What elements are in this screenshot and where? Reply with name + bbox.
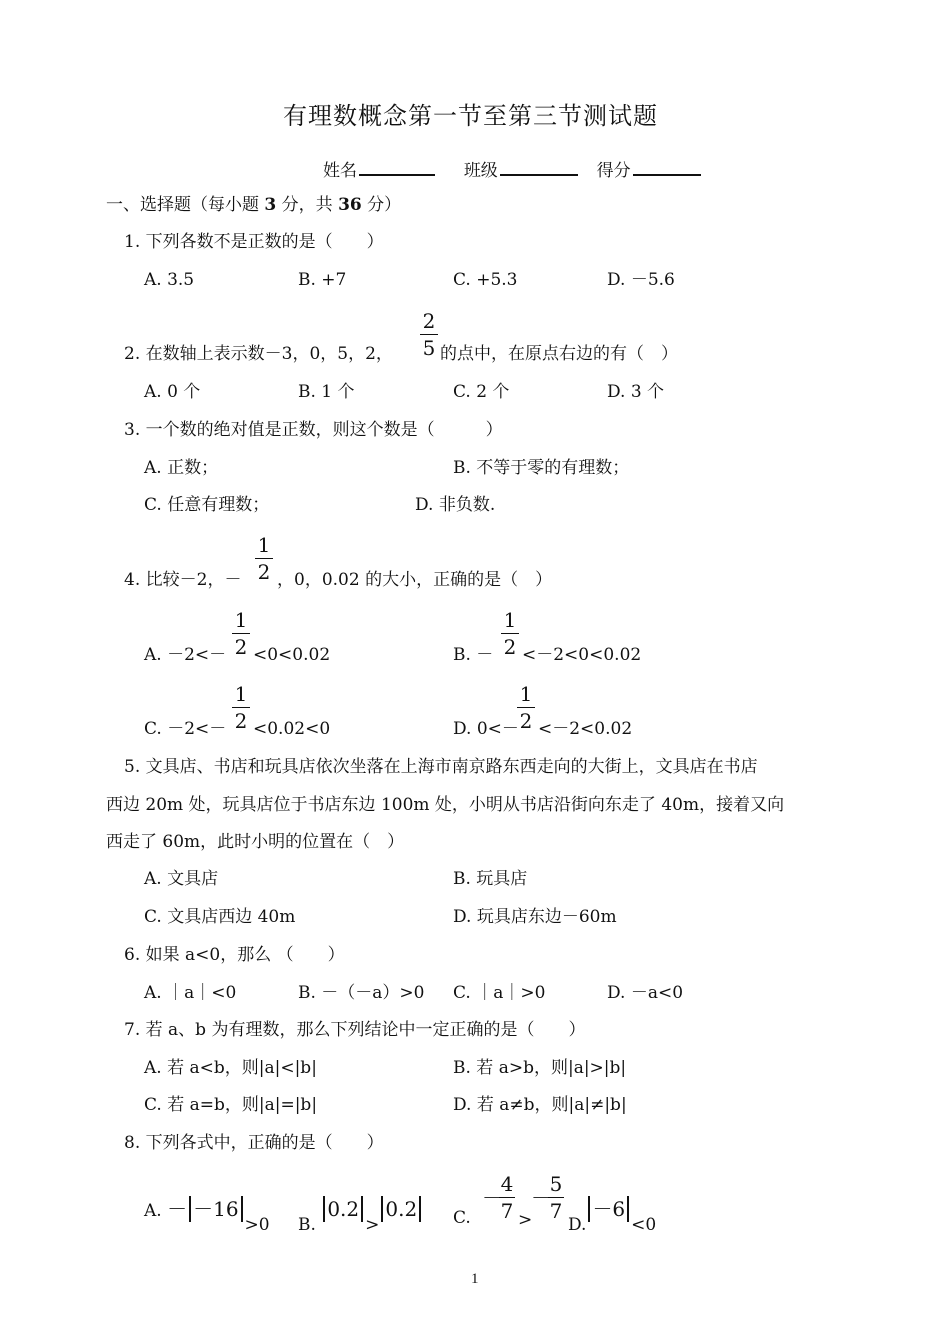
- q5-stem-line1: 5. 文具店、书店和玩具店依次坐落在上海市南京路东西走向的大街上，文具店在书店: [124, 757, 758, 777]
- class-blank[interactable]: [500, 158, 578, 176]
- q4-stem-pre: 4. 比较－2，－: [124, 570, 242, 590]
- q8-b-label: B.: [298, 1215, 316, 1235]
- q4-b-frac-num: 1: [503, 608, 517, 632]
- section-points: 3: [264, 195, 277, 215]
- q4-option-c-post[interactable]: <0.02<0: [253, 719, 331, 739]
- q1-option-d[interactable]: D. －5.6: [607, 270, 675, 290]
- q4-option-b-pre[interactable]: B. －: [453, 645, 494, 665]
- section-prefix: 一、选择题（每小题: [106, 195, 265, 215]
- section-total: 36: [338, 195, 362, 215]
- q8-option-c-label[interactable]: C.: [453, 1208, 471, 1228]
- q8-d-abs-left: [588, 1196, 590, 1222]
- q8-a-abs-right: [241, 1196, 243, 1222]
- q4-option-d-post[interactable]: <－2<0.02: [538, 719, 633, 739]
- q7-option-d[interactable]: D. 若 a≠b，则|a|≠|b|: [453, 1095, 627, 1115]
- q4-c-frac-num: 1: [234, 682, 248, 706]
- q5-stem-line3: 西走了 60m，此时小明的位置在（ ）: [106, 832, 405, 852]
- q8-d-label: D.: [568, 1215, 587, 1235]
- q8-a-label: A.: [144, 1201, 162, 1221]
- q8-b-abs-right1: [361, 1196, 363, 1222]
- q8-a-value: －16: [193, 1197, 239, 1221]
- q5-stem-line2: 西边 20m 处，玩具店位于书店东边 100m 处，小明从书店沿街向东走了 40m，接着又向: [106, 795, 785, 815]
- q4-option-a-fraction: [232, 610, 250, 657]
- q8-option-b[interactable]: [298, 1196, 423, 1235]
- q3-option-d[interactable]: D. 非负数.: [415, 495, 496, 515]
- q8-a-abs-left: [189, 1196, 191, 1222]
- name-blank[interactable]: [359, 158, 435, 176]
- q4-option-c-pre[interactable]: C. －2<－: [144, 719, 227, 739]
- q2-option-b[interactable]: B. 1 个: [298, 382, 355, 402]
- q7-option-a[interactable]: A. 若 a<b，则|a|<|b|: [144, 1058, 317, 1078]
- q2-stem-post: 的点中，在原点右边的有（ ）: [440, 344, 678, 364]
- name-label: 姓名: [323, 161, 357, 181]
- q2-fraction: [420, 311, 438, 358]
- q8-stem: 8. 下列各式中，正确的是（ ）: [124, 1133, 384, 1153]
- q4-fraction: [255, 535, 273, 582]
- class-label: 班级: [463, 161, 498, 181]
- q6-stem: 6. 如果 a<0，那么 （ ）: [124, 945, 345, 965]
- q8-c-fraction1: [499, 1174, 515, 1221]
- q2-option-c[interactable]: C. 2 个: [453, 382, 510, 402]
- q6-option-c[interactable]: C. ｜a｜>0: [453, 983, 546, 1003]
- q8-c-den1: 7: [500, 1199, 514, 1223]
- q1-option-b[interactable]: B. +7: [298, 270, 347, 290]
- q4-option-b-fraction: [501, 610, 519, 657]
- q4-a-frac-num: 1: [234, 608, 248, 632]
- q6-option-b[interactable]: B. －（－a）>0: [298, 983, 425, 1003]
- q1-option-a[interactable]: A. 3.5: [144, 270, 195, 290]
- q8-c-gt: >: [518, 1210, 533, 1230]
- q4-option-a-post[interactable]: <0<0.02: [253, 645, 331, 665]
- q2-frac-den: 5: [422, 336, 436, 360]
- page-number: 1: [471, 1271, 479, 1287]
- q4-c-frac-den: 2: [234, 709, 248, 733]
- q8-c-fraction2: [548, 1174, 564, 1221]
- q8-a-minus: －: [167, 1197, 188, 1221]
- q2-frac-num: 2: [422, 309, 436, 333]
- q8-c-den2: 7: [549, 1199, 563, 1223]
- q8-d-abs-right: [627, 1196, 629, 1222]
- q4-c-frac-bar: [232, 707, 250, 708]
- q4-stem-post: ，0，0.02 的大小，正确的是（ ）: [277, 570, 553, 590]
- q7-option-b[interactable]: B. 若 a>b，则|a|>|b|: [453, 1058, 627, 1078]
- q8-b-gt: >: [365, 1215, 380, 1235]
- section-suffix: 分）: [361, 195, 402, 215]
- q8-b-value1: 0.2: [327, 1197, 360, 1221]
- q4-b-frac-den: 2: [503, 635, 517, 659]
- q8-c-bar2: [548, 1197, 564, 1198]
- q5-option-b[interactable]: B. 玩具店: [453, 869, 528, 889]
- q8-c-bar1: [499, 1197, 515, 1198]
- q8-a-tail: >0: [244, 1215, 270, 1235]
- q8-c-num1: 4: [500, 1172, 514, 1196]
- q4-option-d-fraction: [517, 684, 535, 731]
- page-title: 有理数概念第一节至第三节测试题: [283, 102, 658, 130]
- q8-option-d[interactable]: [568, 1196, 657, 1235]
- q3-option-a[interactable]: A. 正数；: [144, 458, 219, 478]
- q7-stem: 7. 若 a、b 为有理数，那么下列结论中一定正确的是（ ）: [124, 1020, 586, 1040]
- q8-c-num2: 5: [549, 1172, 563, 1196]
- score-label: 得分: [596, 161, 631, 181]
- student-info-line: [323, 158, 701, 180]
- q5-option-c[interactable]: C. 文具店西边 40m: [144, 907, 296, 927]
- q8-b-abs-left2: [381, 1196, 383, 1222]
- q4-frac-bar: [255, 558, 273, 559]
- q4-option-a-pre[interactable]: A. －2<－: [144, 645, 227, 665]
- q4-option-c-fraction: [232, 684, 250, 731]
- q2-frac-bar: [420, 334, 438, 335]
- q4-d-frac-num: 1: [519, 682, 533, 706]
- q7-option-c[interactable]: C. 若 a=b，则|a|=|b|: [144, 1095, 318, 1115]
- q4-d-frac-den: 2: [519, 709, 533, 733]
- q8-d-tail: <0: [631, 1215, 657, 1235]
- q8-c-minus1: －: [482, 1186, 502, 1210]
- q4-b-frac-bar: [501, 633, 519, 634]
- q5-option-a[interactable]: A. 文具店: [144, 869, 219, 889]
- section-heading: [106, 197, 401, 214]
- q8-b-abs-left1: [323, 1196, 325, 1222]
- q3-stem: 3. 一个数的绝对值是正数，则这个数是（ ）: [124, 420, 503, 440]
- q8-option-a[interactable]: [144, 1196, 270, 1235]
- q6-option-a[interactable]: A. ｜a｜<0: [144, 983, 237, 1003]
- q3-option-b[interactable]: B. 不等于零的有理数；: [453, 458, 630, 478]
- q2-option-a[interactable]: A. 0 个: [144, 382, 201, 402]
- score-blank[interactable]: [633, 158, 701, 176]
- q4-option-b-post[interactable]: <－2<0<0.02: [522, 645, 642, 665]
- q2-stem-pre: 2. 在数轴上表示数－3，0，5，2，: [124, 344, 393, 364]
- q8-c-minus2: －: [531, 1186, 551, 1210]
- q4-frac-den: 2: [257, 560, 271, 584]
- q4-frac-num: 1: [257, 533, 271, 557]
- q3-option-c[interactable]: C. 任意有理数；: [144, 495, 270, 515]
- q4-d-frac-bar: [517, 707, 535, 708]
- q1-stem: 1. 下列各数不是正数的是（ ）: [124, 232, 384, 252]
- q4-a-frac-den: 2: [234, 635, 248, 659]
- q6-option-d[interactable]: D. －a<0: [607, 983, 684, 1003]
- q2-option-d[interactable]: D. 3 个: [607, 382, 665, 402]
- q8-b-value2: 0.2: [385, 1197, 418, 1221]
- q4-option-d-pre[interactable]: D. 0<－: [453, 719, 519, 739]
- section-mid: 分，共: [276, 195, 339, 215]
- q8-d-value: －6: [592, 1197, 626, 1221]
- q5-option-d[interactable]: D. 玩具店东边－60m: [453, 907, 617, 927]
- q4-a-frac-bar: [232, 633, 250, 634]
- q8-b-abs-right2: [419, 1196, 421, 1222]
- q1-option-c[interactable]: C. +5.3: [453, 270, 518, 290]
